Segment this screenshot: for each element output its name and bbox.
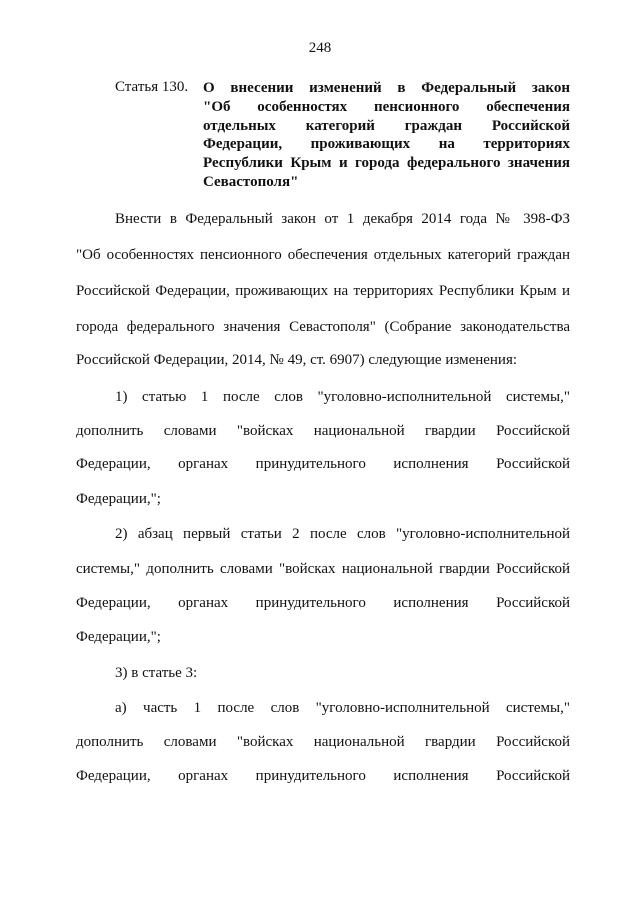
- article-title-line: О внесении изменений в Федеральный закон: [203, 80, 570, 96]
- body-line: Федерации,";: [76, 491, 161, 507]
- page-number: 248: [308, 40, 332, 56]
- body-line: Российской Федерации, проживающих на территориях Республики Крым и: [76, 283, 570, 299]
- article-title-line: Федерации, проживающих на территориях: [203, 136, 570, 153]
- article-title-line: Севастополя": [203, 173, 299, 190]
- body-line: Внести в Федеральный закон от 1 декабря 2014 года № 398-ФЗ: [115, 211, 570, 227]
- body-line: Федерации, органах принудительного исполнения Российской: [76, 595, 570, 611]
- article-title-line: отдельных категорий граждан Российской: [203, 117, 570, 134]
- body-line: дополнить словами "войсках национальной гвардии Российской: [76, 734, 570, 750]
- body-line: 3) в статье 3:: [115, 665, 198, 681]
- body-line: 1) статью 1 после слов "уголовно-исполнительной системы,": [115, 389, 570, 405]
- body-line: Федерации, органах принудительного исполнения Российской: [76, 768, 570, 784]
- article-title-line: "Об особенностях пенсионного обеспечения: [203, 98, 570, 115]
- article-title-line: Республики Крым и города федерального значения: [203, 155, 570, 172]
- body-line: "Об особенностях пенсионного обеспечения отдельных категорий граждан: [76, 247, 570, 263]
- body-line: а) часть 1 после слов "уголовно-исполнительной системы,": [115, 700, 570, 716]
- body-line: 2) абзац первый статьи 2 после слов "уголовно-исполнительной: [115, 526, 570, 542]
- article-number: Статья 130.: [115, 79, 189, 95]
- body-line: Федерации, органах принудительного исполнения Российской: [76, 456, 570, 472]
- body-line: системы," дополнить словами "войсках национальной гвардии Российской: [76, 561, 570, 577]
- body-line: дополнить словами "войсках национальной гвардии Российской: [76, 423, 570, 439]
- body-line: Российской Федерации, 2014, № 49, ст. 6907) следующие изменения:: [76, 352, 518, 368]
- body-line: города федерального значения Севастополя" (Собрание законодательства: [76, 319, 570, 335]
- body-line: Федерации,";: [76, 629, 161, 645]
